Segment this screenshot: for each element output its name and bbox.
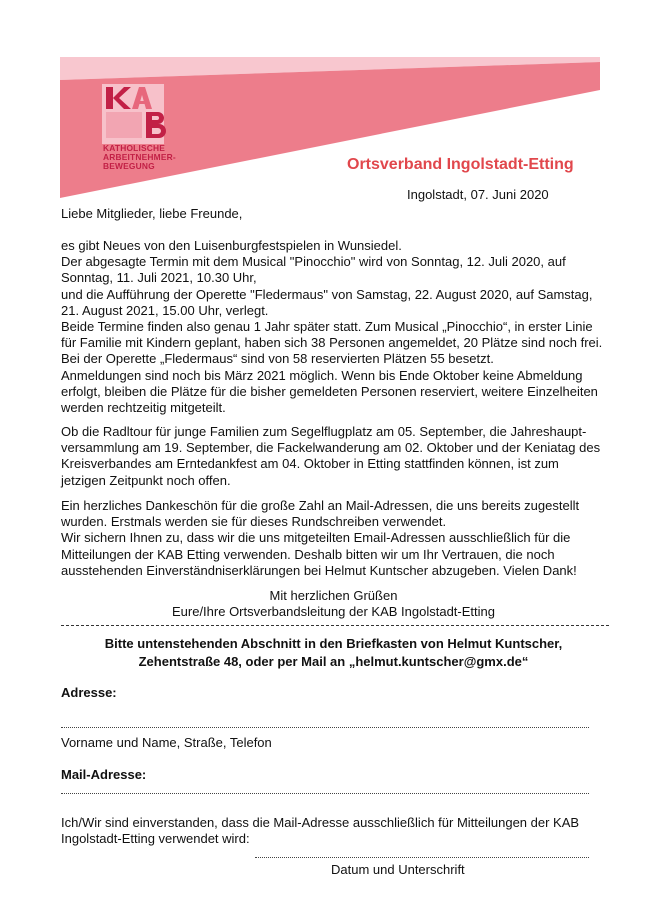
signature-line[interactable] xyxy=(255,857,589,858)
text-line: 21. August 2021, 15.00 Uhr, verlegt. xyxy=(61,302,269,318)
text-line: Der abgesagte Termin mit dem Musical "Pinocchio" wird von Sonntag, 12. Juli 2020, auf xyxy=(61,254,566,270)
text-line: erfolgt, bleiben die Plätze für die bisher gemeldeten Personen reserviert, weitere Einzelheiten xyxy=(61,383,598,399)
form-instruction xyxy=(61,635,606,671)
text-line: Anmeldungen sind noch bis März 2021 möglich. Wenn bis Ende Oktober keine Abmeldung xyxy=(61,367,583,383)
address-label: Adresse: xyxy=(61,685,117,700)
text-line: wurden. Erstmals werden sie für dieses Rundschreiben verwendet. xyxy=(61,514,447,530)
text-line: versammlung am 19. September, die Fackelwanderung am 02. Oktober und der Keniatag des xyxy=(61,440,601,456)
paragraph-2 xyxy=(61,424,606,489)
paragraph-3 xyxy=(61,498,606,579)
place-date: Ingolstadt, 07. Juni 2020 xyxy=(407,187,549,202)
logo-line-1: KATHOLISCHE xyxy=(103,143,166,153)
text-line: Kreisverbandes am Erntedankfest am 04. Oktober in Etting stattfinden können, ist zum xyxy=(61,456,559,472)
address-line[interactable] xyxy=(61,727,589,728)
address-hint: Vorname und Name, Straße, Telefon xyxy=(61,735,272,750)
mail-label: Mail-Adresse: xyxy=(61,767,147,782)
logo-line-2: ARBEITNEHMER- xyxy=(103,152,176,162)
text-line: jetzigen Zeitpunkt noch offen. xyxy=(61,472,231,488)
text-line: Bei der Operette „Fledermaus“ sind von 58 reservierten Plätzen 55 besetzt. xyxy=(61,351,494,367)
consent-line: Ich/Wir sind einverstanden, dass die Mail-Adresse ausschließlich für Mitteilungen der KAB xyxy=(61,815,580,830)
instruction-line: Bitte untenstehenden Abschnitt in den Briefkasten von Helmut Kuntscher, xyxy=(104,636,563,651)
text-line: ausstehenden Einverständniserklärungen bei Helmut Kuntscher abzugeben. Vielen Dank! xyxy=(61,562,577,578)
text-line: für Familie mit Kindern geplant, haben sich 38 Personen angemeldet, 20 Plätze sind noch frei. xyxy=(61,335,603,351)
closing xyxy=(61,588,606,620)
text-line: Beide Termine finden also genau 1 Jahr später statt. Zum Musical „Pinocchio“, in erster Linie xyxy=(61,319,593,335)
consent-line: Ingolstadt-Etting verwendet wird: xyxy=(61,831,250,847)
text-line: Ob die Radltour für junge Familien zum Segelflugplatz am 05. September, die Jahreshaupt- xyxy=(61,424,587,439)
signature-label: Datum und Unterschrift xyxy=(331,862,465,877)
closing-signature: Eure/Ihre Ortsverbandsleitung der KAB Ingolstadt-Etting xyxy=(171,604,495,620)
text-line: Sonntag, 11. Juli 2021, 10.30 Uhr, xyxy=(61,270,257,286)
closing-greeting: Mit herzlichen Grüßen xyxy=(269,588,398,603)
mail-line[interactable] xyxy=(61,793,589,794)
cut-line xyxy=(61,625,609,626)
kab-logo-text xyxy=(103,144,183,171)
text-line: und die Aufführung der Operette "Fledermaus" von Samstag, 22. August 2020, auf Samstag, xyxy=(61,286,593,302)
paragraph-1 xyxy=(61,238,606,416)
text-line: Mitteilungen der KAB Etting verwenden. Deshalb bitten wir um Ihr Vertrauen, die noch xyxy=(61,546,555,562)
text-line: Ein herzliches Dankeschön für die große Zahl an Mail-Adressen, die uns bereits zugestellt xyxy=(61,498,580,513)
text-line: Wir sichern Ihnen zu, dass wir die uns mitgeteilten Email-Adressen ausschließlich für die xyxy=(61,530,571,546)
consent-text xyxy=(61,815,606,847)
text-line: werden rechtzeitig mitgeteilt. xyxy=(61,400,226,416)
text-line: es gibt Neues von den Luisenburgfestspielen in Wunsiedel. xyxy=(61,238,402,253)
kab-logo-icon xyxy=(102,84,166,144)
organization-title: Ortsverband Ingolstadt-Etting xyxy=(347,156,574,173)
instruction-line: Zehentstraße 48, oder per Mail an „helmut.kuntscher@gmx.de“ xyxy=(138,654,529,669)
salutation: Liebe Mitglieder, liebe Freunde, xyxy=(61,206,243,221)
logo-line-3: BEWEGUNG xyxy=(103,161,155,171)
